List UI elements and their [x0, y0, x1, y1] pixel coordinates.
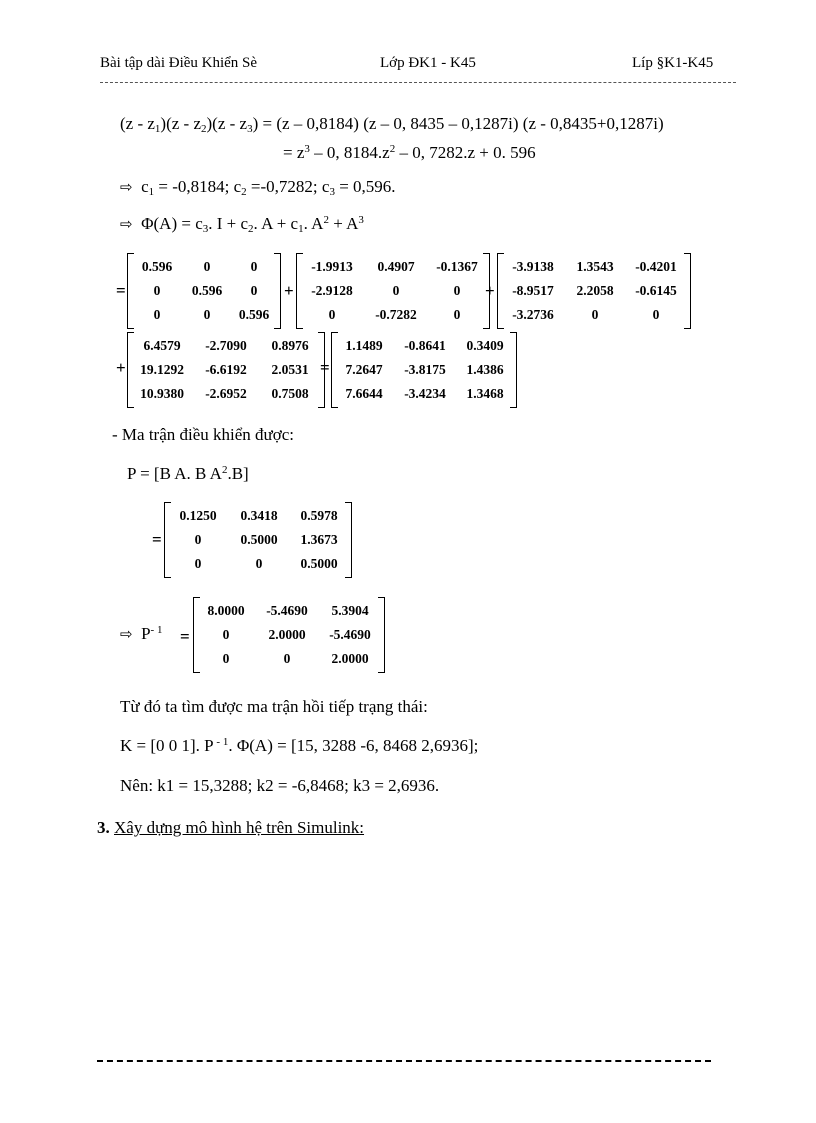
matrix-cell: 0 — [453, 307, 461, 322]
matrix-cell: -0.8641 — [404, 338, 446, 353]
phi-definition: ⇨ $\Phi(A) = c_3$. $I + c_2$. $A + c_1$. $A^2 + A^3$ — [120, 214, 364, 235]
matrix-cell: 0.5000 — [240, 532, 278, 547]
matrix-cell: 1.3673 — [300, 532, 338, 547]
equals-sign: = — [180, 627, 190, 646]
matrix-cell: 5.3904 — [331, 603, 369, 618]
matrix-cell: 0 — [222, 627, 230, 642]
matrix-cell: -0.1367 — [436, 259, 478, 274]
matrix-c1-a2 — [497, 253, 691, 329]
matrix-a3 — [127, 332, 325, 408]
header-right: Líp §K1-K45 — [632, 55, 714, 71]
matrix-cell: 0.8976 — [271, 338, 309, 353]
matrix-cell: 0 — [222, 651, 230, 666]
k-equation: K = [0 0 1]. P $^{- 1}$. Φ(A) = [15, 3288 -6, 8468 2,6936]; — [120, 736, 479, 755]
matrix-cell: 6.4579 — [143, 338, 181, 353]
matrix-cell: 7.6644 — [345, 386, 383, 401]
matrix-c3-identity — [127, 253, 281, 329]
matrix-cell: 0.7508 — [271, 386, 309, 401]
matrix-cell: 8.0000 — [207, 603, 245, 618]
matrix-cell: 0.5978 — [300, 508, 338, 523]
header-divider — [100, 82, 736, 83]
p-definition: P = [B A. B $A^2.B$] — [127, 464, 249, 483]
matrix-cell: 0.4907 — [377, 259, 415, 274]
header-left: Bài tập dài Điều Khiển Sè — [100, 55, 258, 71]
matrix-cell: -3.9138 — [512, 259, 554, 274]
coefficients-line: ⇨ $c_1 = -0,8184$; $c_2 =-0,7282$; $c_3 = 0,596$. — [120, 177, 396, 198]
matrix-c2-a — [296, 253, 490, 329]
matrix-cell: 0.596 — [141, 259, 173, 274]
matrix-cell: 0 — [203, 259, 211, 274]
expanded-poly: = $z^3 - 0$, $8184.z^2 - 0$, 7282.z + 0. 596 — [283, 143, 536, 162]
equals-sign: = — [152, 530, 162, 549]
section-heading: 3. Xây dựng mô hình hệ trên Simulink: — [97, 818, 365, 837]
matrix-cell: 0.5000 — [300, 556, 338, 571]
matrix-phi-a-result — [331, 332, 517, 408]
matrix-cell: 1.3543 — [576, 259, 614, 274]
matrix-p — [164, 502, 352, 578]
matrix-cell: 0 — [250, 283, 258, 298]
header-center: Lớp ĐK1 - K45 — [380, 55, 476, 71]
matrix-cell: 0 — [153, 307, 161, 322]
matrix-cell: 0.3418 — [240, 508, 278, 523]
matrix-cell: 0.3409 — [466, 338, 504, 353]
matrix-cell: -1.9913 — [311, 259, 353, 274]
matrix-cell: -2.9128 — [311, 283, 353, 298]
matrix-cell: 0 — [283, 651, 291, 666]
matrix-cell: 10.9380 — [140, 386, 184, 401]
k-values: Nên: k1 = 15,3288; k2 = -6,8468; k3 = 2,6936. — [120, 776, 440, 795]
matrix-cell: 0 — [328, 307, 336, 322]
matrix-cell: 0 — [194, 556, 202, 571]
matrix-cell: -0.7282 — [375, 307, 417, 322]
matrix-cell: -0.4201 — [635, 259, 677, 274]
matrix-p-inverse — [193, 597, 385, 673]
matrix-cell: 2.0000 — [331, 651, 369, 666]
plus-sign: + — [116, 358, 126, 377]
matrix-cell: 2.0531 — [271, 362, 309, 377]
matrix-cell: -6.6192 — [205, 362, 247, 377]
matrix-cell: 0 — [250, 259, 258, 274]
equals-sign: = — [320, 358, 330, 377]
matrix-cell: -0.6145 — [635, 283, 677, 298]
footer-divider — [97, 1060, 711, 1062]
matrix-cell: 7.2647 — [345, 362, 383, 377]
matrix-cell: -3.4234 — [404, 386, 446, 401]
matrix-cell: -3.2736 — [512, 307, 554, 322]
arrow-right-icon: ⇨ — [120, 178, 133, 196]
arrow-right-icon: ⇨ — [120, 625, 133, 643]
matrix-cell: 1.4386 — [466, 362, 504, 377]
matrix-cell: 0 — [453, 283, 461, 298]
arrow-right-icon: ⇨ — [120, 215, 133, 233]
matrix-cell: 0 — [194, 532, 202, 547]
matrix-cell: 0.596 — [238, 307, 270, 322]
feedback-description: Từ đó ta tìm được ma trận hồi tiếp trạng thái: — [120, 697, 428, 716]
matrix-cell: 0 — [203, 307, 211, 322]
matrix-cell: 2.0000 — [268, 627, 306, 642]
matrix-cell: -3.8175 — [404, 362, 446, 377]
equals-sign: = — [116, 281, 126, 300]
matrix-cell: 0 — [255, 556, 263, 571]
matrix-cell: -5.4690 — [329, 627, 371, 642]
matrix-cell: 1.1489 — [345, 338, 383, 353]
matrix-cell: 19.1292 — [140, 362, 184, 377]
char-poly-equation: $(z - z_1)(z - z_2)(z - z_3) = (z - 0,8184)$ (z – 0, 8435 – 0,1287i) (z - 0,8435+0,1287i) — [120, 114, 664, 135]
matrix-cell: -8.9517 — [512, 283, 554, 298]
matrix-cell: 0 — [392, 283, 400, 298]
plus-sign: + — [284, 281, 294, 300]
matrix-cell: 0 — [153, 283, 161, 298]
matrix-cell: 0.1250 — [179, 508, 217, 523]
matrix-cell: 2.2058 — [576, 283, 614, 298]
matrix-cell: 1.3468 — [466, 386, 504, 401]
matrix-cell: -5.4690 — [266, 603, 308, 618]
pinv-label: ⇨ $P^{- 1}$ — [120, 624, 163, 643]
matrix-cell: -2.6952 — [205, 386, 247, 401]
matrix-cell: 0.596 — [191, 283, 223, 298]
plus-sign: + — [485, 281, 495, 300]
controllability-label: - Ma trận điều khiển được: — [112, 425, 295, 444]
matrix-cell: -2.7090 — [205, 338, 247, 353]
matrix-cell: 0 — [652, 307, 660, 322]
matrix-cell: 0 — [591, 307, 599, 322]
